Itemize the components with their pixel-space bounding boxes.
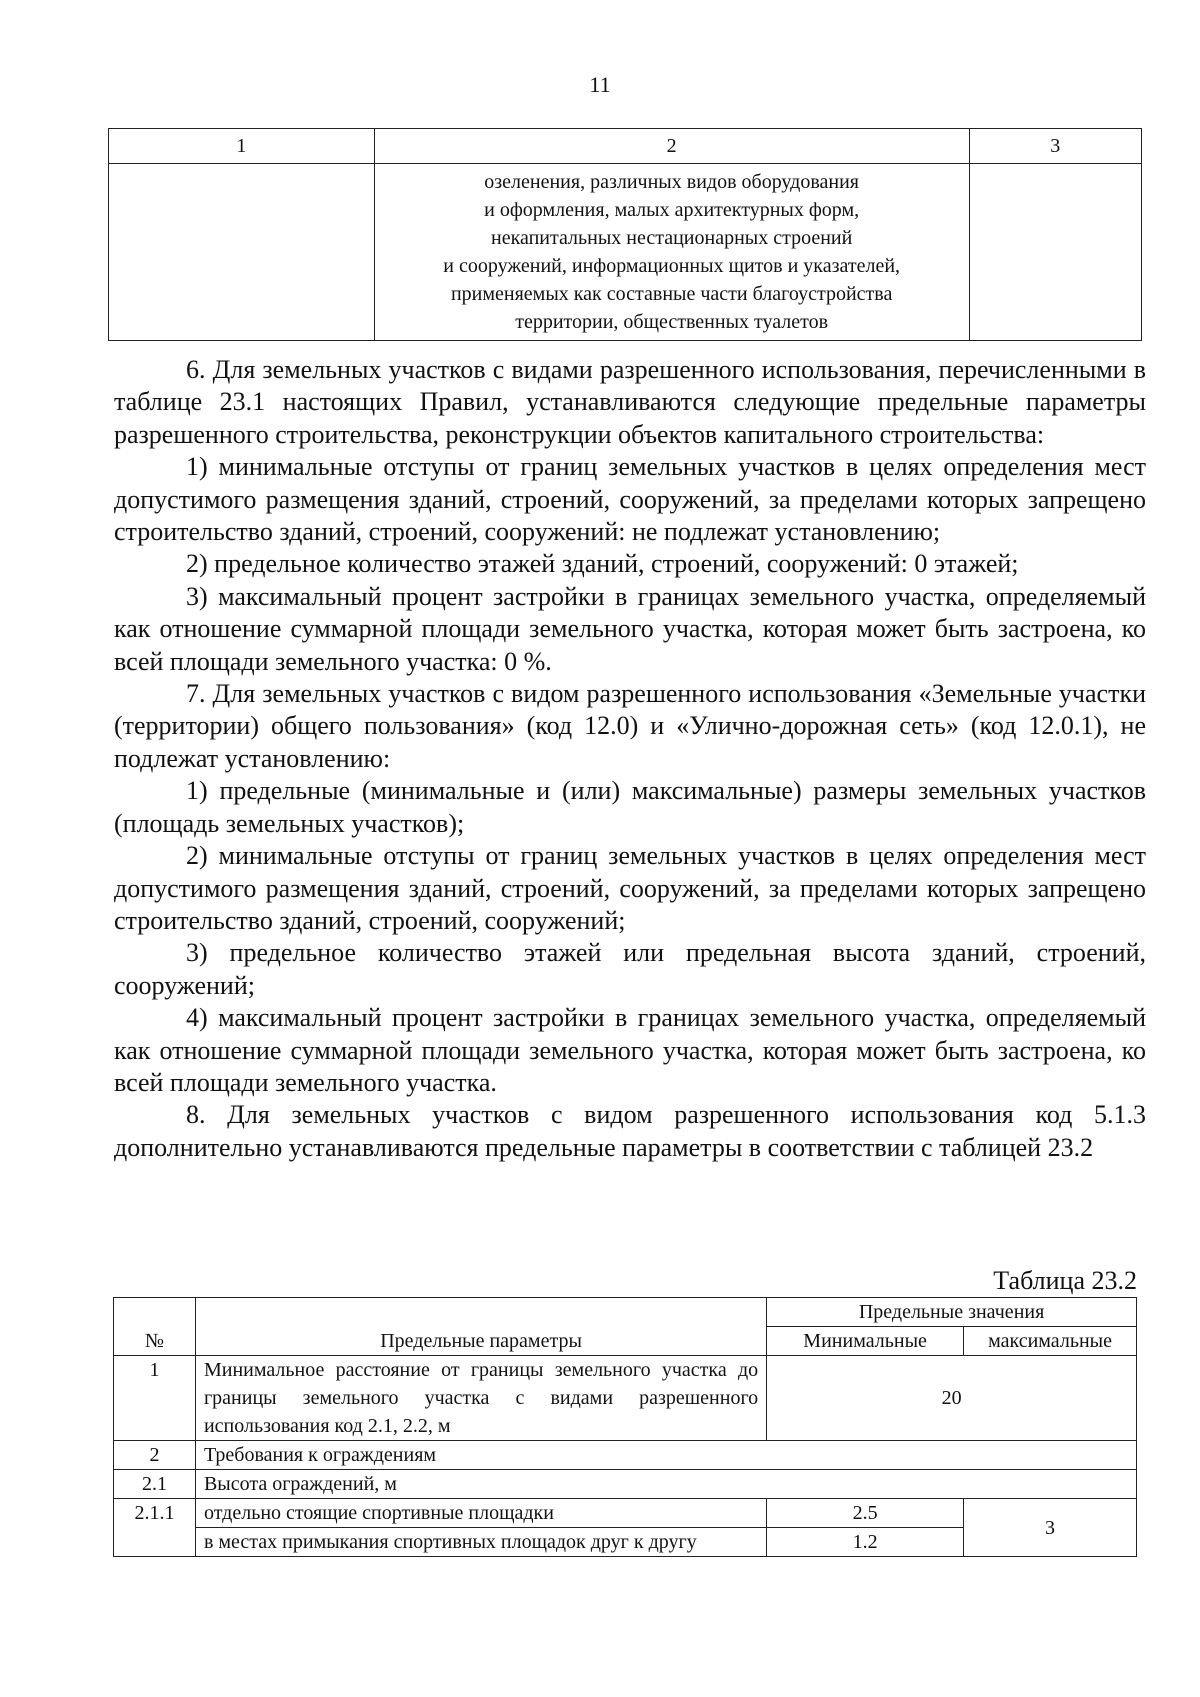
paragraph: 1) предельные (минимальные и (или) максимальные) размеры земельных участков (площадь земельных участков); — [114, 776, 1146, 838]
row-number: 2.1.1 — [114, 1499, 196, 1557]
cell-line: территории, общественных туалетов — [515, 311, 829, 333]
document-body — [114, 354, 1146, 1164]
row-number: 1 — [114, 1356, 196, 1441]
table-row — [114, 1441, 1137, 1470]
paragraph: 2) минимальные отступы от границ земельных участков в целях определения мест допустимого размещения зданий, строений, сооружений, за пределами которых запрещено строительство зданий, строений, сооружений; — [114, 841, 1146, 935]
table-row — [114, 1499, 1137, 1528]
table-header-row — [114, 1298, 1137, 1327]
header-minimum: Минимальные — [767, 1327, 964, 1356]
paragraph: 2) предельное количество этажей зданий, строений, сооружений: 0 этажей; — [186, 549, 1019, 579]
table-row — [109, 164, 1142, 341]
row-parameter: Высота ограждений, м — [195, 1470, 1136, 1499]
table-header-row — [109, 129, 1142, 164]
table-caption: Таблица 23.2 — [993, 1266, 1137, 1295]
cell-line: некапитальных нестационарных строений — [490, 227, 853, 249]
column-header-3: 3 — [969, 129, 1141, 164]
table-row — [114, 1356, 1137, 1441]
table-row — [114, 1470, 1137, 1499]
header-number: № — [114, 1298, 196, 1356]
header-parameters: Предельные параметры — [195, 1298, 766, 1356]
row-number: 2.1 — [114, 1470, 196, 1499]
paragraph: 7. Для земельных участков с видом разрешенного использования «Земельные участки (территории) общего пользования» (код 12.0) и «Улично-дорожная сеть» (код 12.0.1), не подлежат установлению: — [114, 679, 1146, 773]
limits-table — [113, 1297, 1137, 1557]
row-parameter: отдельно стоящие спортивные площадки — [195, 1499, 766, 1528]
paragraph: 1) минимальные отступы от границ земельных участков в целях определения мест допустимого размещения зданий, строений, сооружений, за пределами которых запрещено строительство зданий, строений, сооружений: не подлежат установлению; — [114, 452, 1146, 547]
cell-line: и оформления, малых архитектурных форм, — [484, 199, 860, 221]
column-header-2: 2 — [374, 129, 969, 164]
row-parameter: Минимальное расстояние от границы земельного участка до границы земельного участка с видами разрешенного использования код 2.1, 2.2, м — [195, 1356, 766, 1441]
row-minimum: 2.5 — [767, 1499, 964, 1528]
table-cell-empty — [969, 164, 1141, 341]
row-parameter: Требования к ограждениям — [195, 1441, 1136, 1470]
row-minimum: 1.2 — [767, 1528, 964, 1557]
cell-line: и сооружений, информационных щитов и указателей, — [443, 255, 901, 277]
table-cell-empty — [109, 164, 375, 341]
cell-line: озеленения, различных видов оборудования — [484, 171, 860, 193]
paragraph: 6. Для земельных участков с видами разрешенного использования, перечисленными в таблице 23.1 настоящих Правил, устанавливаются следующие предельные параметры разрешенного строительства, реконструкции объектов капитального строительства: — [114, 355, 1146, 449]
paragraph: 4) максимальный процент застройки в границах земельного участка, определяемый как отношение суммарной площади земельного участка, которая может быть застроена, ко всей площади земельного участка. — [114, 1003, 1146, 1097]
row-number: 2 — [114, 1441, 196, 1470]
header-limit-values: Предельные значения — [767, 1298, 1137, 1327]
header-maximum: максимальные — [964, 1327, 1137, 1356]
row-value: 20 — [767, 1356, 1137, 1441]
cell-line: применяемых как составные части благоустройства — [450, 283, 893, 305]
paragraph: 8. Для земельных участков с видом разрешенного использования код 5.1.3 дополнительно устанавливаются предельные параметры в соответствии с таблицей 23.2 — [114, 1100, 1146, 1162]
column-header-1: 1 — [109, 129, 375, 164]
table-cell-description — [374, 164, 969, 341]
paragraph: 3) предельное количество этажей или предельная высота зданий, строений, сооружений; — [114, 938, 1146, 1000]
page-number: 11 — [589, 72, 611, 97]
row-parameter: в местах примыкания спортивных площадок друг к другу — [195, 1528, 766, 1557]
continuation-table — [108, 128, 1142, 341]
row-maximum: 3 — [964, 1499, 1137, 1557]
paragraph: 3) максимальный процент застройки в границах земельного участка, определяемый как отношение суммарной площади земельного участка, которая может быть застроена, ко всей площади земельного участка: 0 %. — [114, 581, 1146, 676]
